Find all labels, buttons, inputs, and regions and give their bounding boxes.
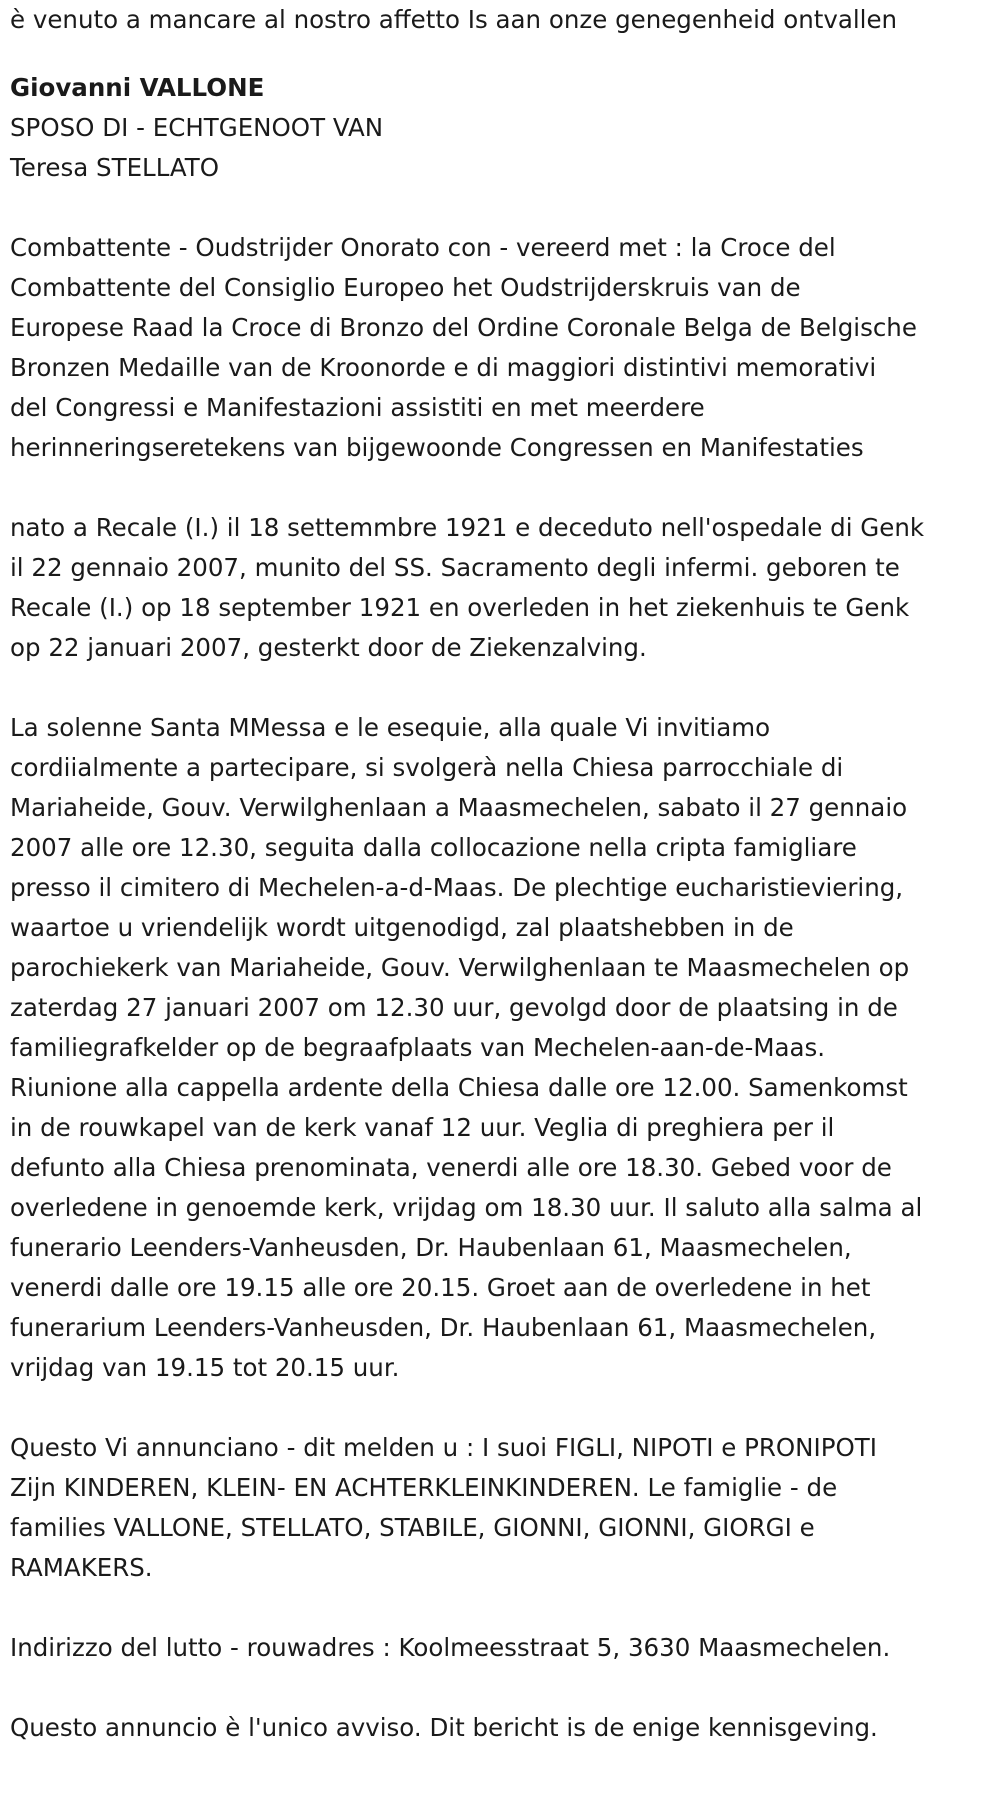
spacer bbox=[10, 40, 995, 68]
spouse-name: Teresa STELLATO bbox=[10, 153, 220, 182]
funeral-line: defunto alla Chiesa prenominata, venerdi alle ore 18.30. Gebed voor de bbox=[10, 1153, 892, 1182]
spacer bbox=[10, 468, 995, 508]
funeral-line: venerdi dalle ore 19.15 alle ore 20.15. Groet aan de overledene in het bbox=[10, 1273, 871, 1302]
funeral-line: funerario Leenders-Vanheusden, Dr. Haubenlaan 61, Maasmechelen, bbox=[10, 1233, 852, 1262]
announcers-paragraph bbox=[10, 1428, 995, 1588]
funeral-paragraph bbox=[10, 708, 995, 1388]
announcers-line: families VALLONE, STELLATO, STABILE, GIONNI, GIONNI, GIORGI e bbox=[10, 1513, 815, 1542]
honors-line: del Congressi e Manifestazioni assistiti en met meerdere bbox=[10, 393, 705, 422]
funeral-line: funerarium Leenders-Vanheusden, Dr. Haubenlaan 61, Maasmechelen, bbox=[10, 1313, 877, 1342]
spacer bbox=[10, 1588, 995, 1628]
funeral-line: familiegrafkelder op de begraafplaats van Mechelen-aan-de-Maas. bbox=[10, 1033, 826, 1062]
intro-text: è venuto a mancare al nostro affetto Is aan onze genegenheid ontvallen bbox=[10, 5, 898, 34]
birth-death-line: Recale (I.) op 18 september 1921 en overleden in het ziekenhuis te Genk bbox=[10, 593, 910, 622]
funeral-line: waartoe u vriendelijk wordt uitgenodigd, zal plaatshebben in de bbox=[10, 913, 794, 942]
birth-death-line: op 22 januari 2007, gesterkt door de Ziekenzalving. bbox=[10, 633, 647, 662]
birth-death-line: il 22 gennaio 2007, munito del SS. Sacramento degli infermi. geboren te bbox=[10, 553, 900, 582]
funeral-line: cordiialmente a partecipare, si svolgerà nella Chiesa parrocchiale di bbox=[10, 753, 844, 782]
funeral-line: vrijdag van 19.15 tot 20.15 uur. bbox=[10, 1353, 400, 1382]
funeral-line: overledene in genoemde kerk, vrijdag om 18.30 uur. Il saluto alla salma al bbox=[10, 1193, 923, 1222]
deceased-name: Giovanni VALLONE bbox=[10, 73, 265, 102]
funeral-line: 2007 alle ore 12.30, seguita dalla collocazione nella cripta famigliare bbox=[10, 833, 857, 862]
honors-line: herinneringseretekens van bijgewoonde Congressen en Manifestaties bbox=[10, 433, 864, 462]
birth-death-paragraph bbox=[10, 508, 995, 668]
honors-line: Combattente del Consiglio Europeo het Oudstrijderskruis van de bbox=[10, 273, 801, 302]
announcers-line: Questo Vi annunciano - dit melden u : I suoi FIGLI, NIPOTI e PRONIPOTI bbox=[10, 1433, 877, 1462]
funeral-line: La solenne Santa MMessa e le esequie, alla quale Vi invitiamo bbox=[10, 713, 771, 742]
announcers-line: Zijn KINDEREN, KLEIN- EN ACHTERKLEINKINDEREN. Le famiglie - de bbox=[10, 1473, 838, 1502]
notice-text: Questo annuncio è l'unico avviso. Dit bericht is de enige kennisgeving. bbox=[10, 1713, 878, 1742]
spacer bbox=[10, 1668, 995, 1708]
honors-line: Bronzen Medaille van de Kroonorde e di maggiori distintivi memorativi bbox=[10, 353, 877, 382]
honors-line: Europese Raad la Croce di Bronzo del Ordine Coronale Belga de Belgische bbox=[10, 313, 917, 342]
relation-label: SPOSO DI - ECHTGENOOT VAN bbox=[10, 113, 384, 142]
funeral-line: zaterdag 27 januari 2007 om 12.30 uur, gevolgd door de plaatsing in de bbox=[10, 993, 898, 1022]
funeral-line: Riunione alla cappella ardente della Chiesa dalle ore 12.00. Samenkomst bbox=[10, 1073, 908, 1102]
spacer bbox=[10, 1388, 995, 1428]
mourning-address: Indirizzo del lutto - rouwadres : Koolmeesstraat 5, 3630 Maasmechelen. bbox=[10, 1633, 891, 1662]
funeral-line: Mariaheide, Gouv. Verwilghenlaan a Maasmechelen, sabato il 27 gennaio bbox=[10, 793, 908, 822]
funeral-line: parochiekerk van Mariaheide, Gouv. Verwilghenlaan te Maasmechelen op bbox=[10, 953, 910, 982]
honors-line: Combattente - Oudstrijder Onorato con - vereerd met : la Croce del bbox=[10, 233, 836, 262]
funeral-line: presso il cimitero di Mechelen-a-d-Maas. De plechtige eucharistieviering, bbox=[10, 873, 904, 902]
announcers-line: RAMAKERS. bbox=[10, 1553, 153, 1582]
spacer bbox=[10, 188, 995, 228]
obituary-document bbox=[10, 0, 995, 1748]
birth-death-line: nato a Recale (I.) il 18 settemmbre 1921 e deceduto nell'ospedale di Genk bbox=[10, 513, 925, 542]
funeral-line: in de rouwkapel van de kerk vanaf 12 uur. Veglia di preghiera per il bbox=[10, 1113, 835, 1142]
spacer bbox=[10, 668, 995, 708]
honors-paragraph bbox=[10, 228, 995, 468]
